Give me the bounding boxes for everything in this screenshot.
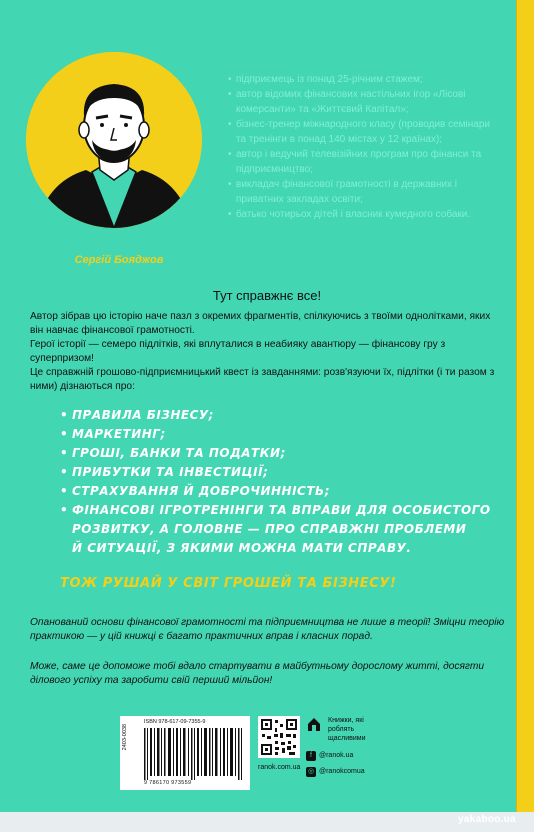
topic-text: ПРАВИЛА БІЗНЕСУ;: [72, 408, 214, 422]
bio-item: • автор і ведучий телевізійних програм про фінанси та підприємництво;: [228, 147, 490, 177]
barcode-side-code: 2403-0038: [122, 724, 128, 751]
qr-code: [258, 716, 300, 758]
instagram-icon: ◎: [307, 768, 315, 775]
topic-item: [60, 482, 492, 501]
watermark: yakaboo.ua: [458, 814, 517, 825]
topic-item: [60, 501, 492, 520]
author-name: Сергій Бояджов: [74, 254, 164, 266]
bullet-icon: •: [60, 427, 69, 441]
paragraph: Автор зібрав цю історію наче пазл з окремих фрагментів, спілкуючись з твоїми однолітками, яких він навчає фінансової грамотності.: [30, 311, 491, 336]
facebook-handle: @ranok.ua: [319, 752, 354, 759]
social-links: [306, 748, 365, 780]
qr-code-icon: [258, 716, 300, 758]
topic-item: [60, 425, 492, 444]
bullet-icon: •: [60, 446, 69, 460]
topic-item: [60, 444, 492, 463]
instagram-link[interactable]: [306, 764, 365, 780]
bio-item: • підприємець із понад 25-річним стажем;: [228, 72, 490, 87]
barcode-number: 9 786170 973559: [144, 780, 192, 786]
instagram-handle: @ranokcomua: [319, 768, 365, 775]
book-spine: [516, 0, 534, 832]
author-bio-list: [228, 72, 490, 222]
isbn-label: ISBN 978-617-09-7355-9: [144, 719, 206, 725]
topic-item-continued: Й СИТУАЦІЇ, З ЯКИМИ МОЖНА МАТИ СПРАВУ.: [72, 541, 412, 555]
author-portrait: [26, 52, 202, 228]
bio-item: • автор відомих фінансових настільних ігор «Лісові комерсанти» та «Життєвий Капітал»;: [228, 87, 490, 117]
italic-paragraph: Може, саме це допоможе тобі вдало стартувати в майбутньому дорослому житті, досягти ділового успіху та заробити свій перший мільйон!: [30, 661, 485, 686]
background-edge: [0, 812, 534, 832]
topic-text: СТРАХУВАННЯ Й ДОБРОЧИННІСТЬ;: [72, 484, 330, 498]
author-portrait-icon: [26, 52, 202, 228]
publisher-slogan: Книжки, які роблять щасливими: [328, 717, 366, 742]
bullet-icon: •: [60, 408, 69, 422]
bullet-icon: •: [60, 503, 69, 517]
topic-item: [60, 463, 492, 482]
topic-item-continued: РОЗВИТКУ, А ГОЛОВНЕ — ПРО СПРАВЖНІ ПРОБЛЕМИ: [72, 522, 467, 536]
bullet-icon: •: [60, 484, 69, 498]
paragraph: Герої історії — семеро підлітків, які вплуталися в неабияку авантюру — фінансову гру з суперпризом!: [30, 339, 446, 364]
publisher-site[interactable]: ranok.com.ua: [258, 764, 301, 771]
bio-item: • викладач фінансової грамотності в державних і приватних закладах освіти;: [228, 177, 490, 207]
topic-text: ГРОШІ, БАНКИ ТА ПОДАТКИ;: [72, 446, 286, 460]
topics-list: [60, 406, 492, 558]
topic-text: ФІНАНСОВІ ІГРОТРЕНІНГИ ТА ВПРАВИ ДЛЯ ОСОБИСТОГО: [72, 503, 491, 517]
paragraph: Це справжній грошово-підприємницький квест із завданнями: розв'язуючи їх, підлітки (і ти разом з ними) дізнаються про:: [30, 367, 495, 392]
publisher-logo-icon: [306, 716, 322, 732]
barcode: [120, 716, 250, 790]
bio-item: • батько чотирьох дітей і власник кумедного собаки.: [228, 207, 490, 222]
italic-paragraph: Опанований основи фінансової грамотності та підприємництва не лише в теорії! Зміцни теорію практикою — у цій книжці є багато практичних вправ і класних порад.: [30, 617, 505, 642]
bio-item: • бізнес-тренер міжнародного класу (проводив семінари та тренінги в понад 140 містах у 12 країнах);: [228, 117, 490, 147]
call-to-action: ТОЖ РУШАЙ У СВІТ ГРОШЕЙ ТА БІЗНЕСУ!: [60, 576, 397, 591]
headline: Тут справжнє все!: [212, 288, 322, 303]
barcode-bars-icon: [144, 728, 244, 780]
facebook-link[interactable]: [306, 748, 365, 764]
topic-text: МАРКЕТИНГ;: [72, 427, 166, 441]
bullet-icon: •: [60, 465, 69, 479]
topic-item: [60, 406, 492, 425]
topic-text: ПРИБУТКИ ТА ІНВЕСТИЦІЇ;: [72, 465, 269, 479]
facebook-icon: f: [306, 751, 316, 761]
